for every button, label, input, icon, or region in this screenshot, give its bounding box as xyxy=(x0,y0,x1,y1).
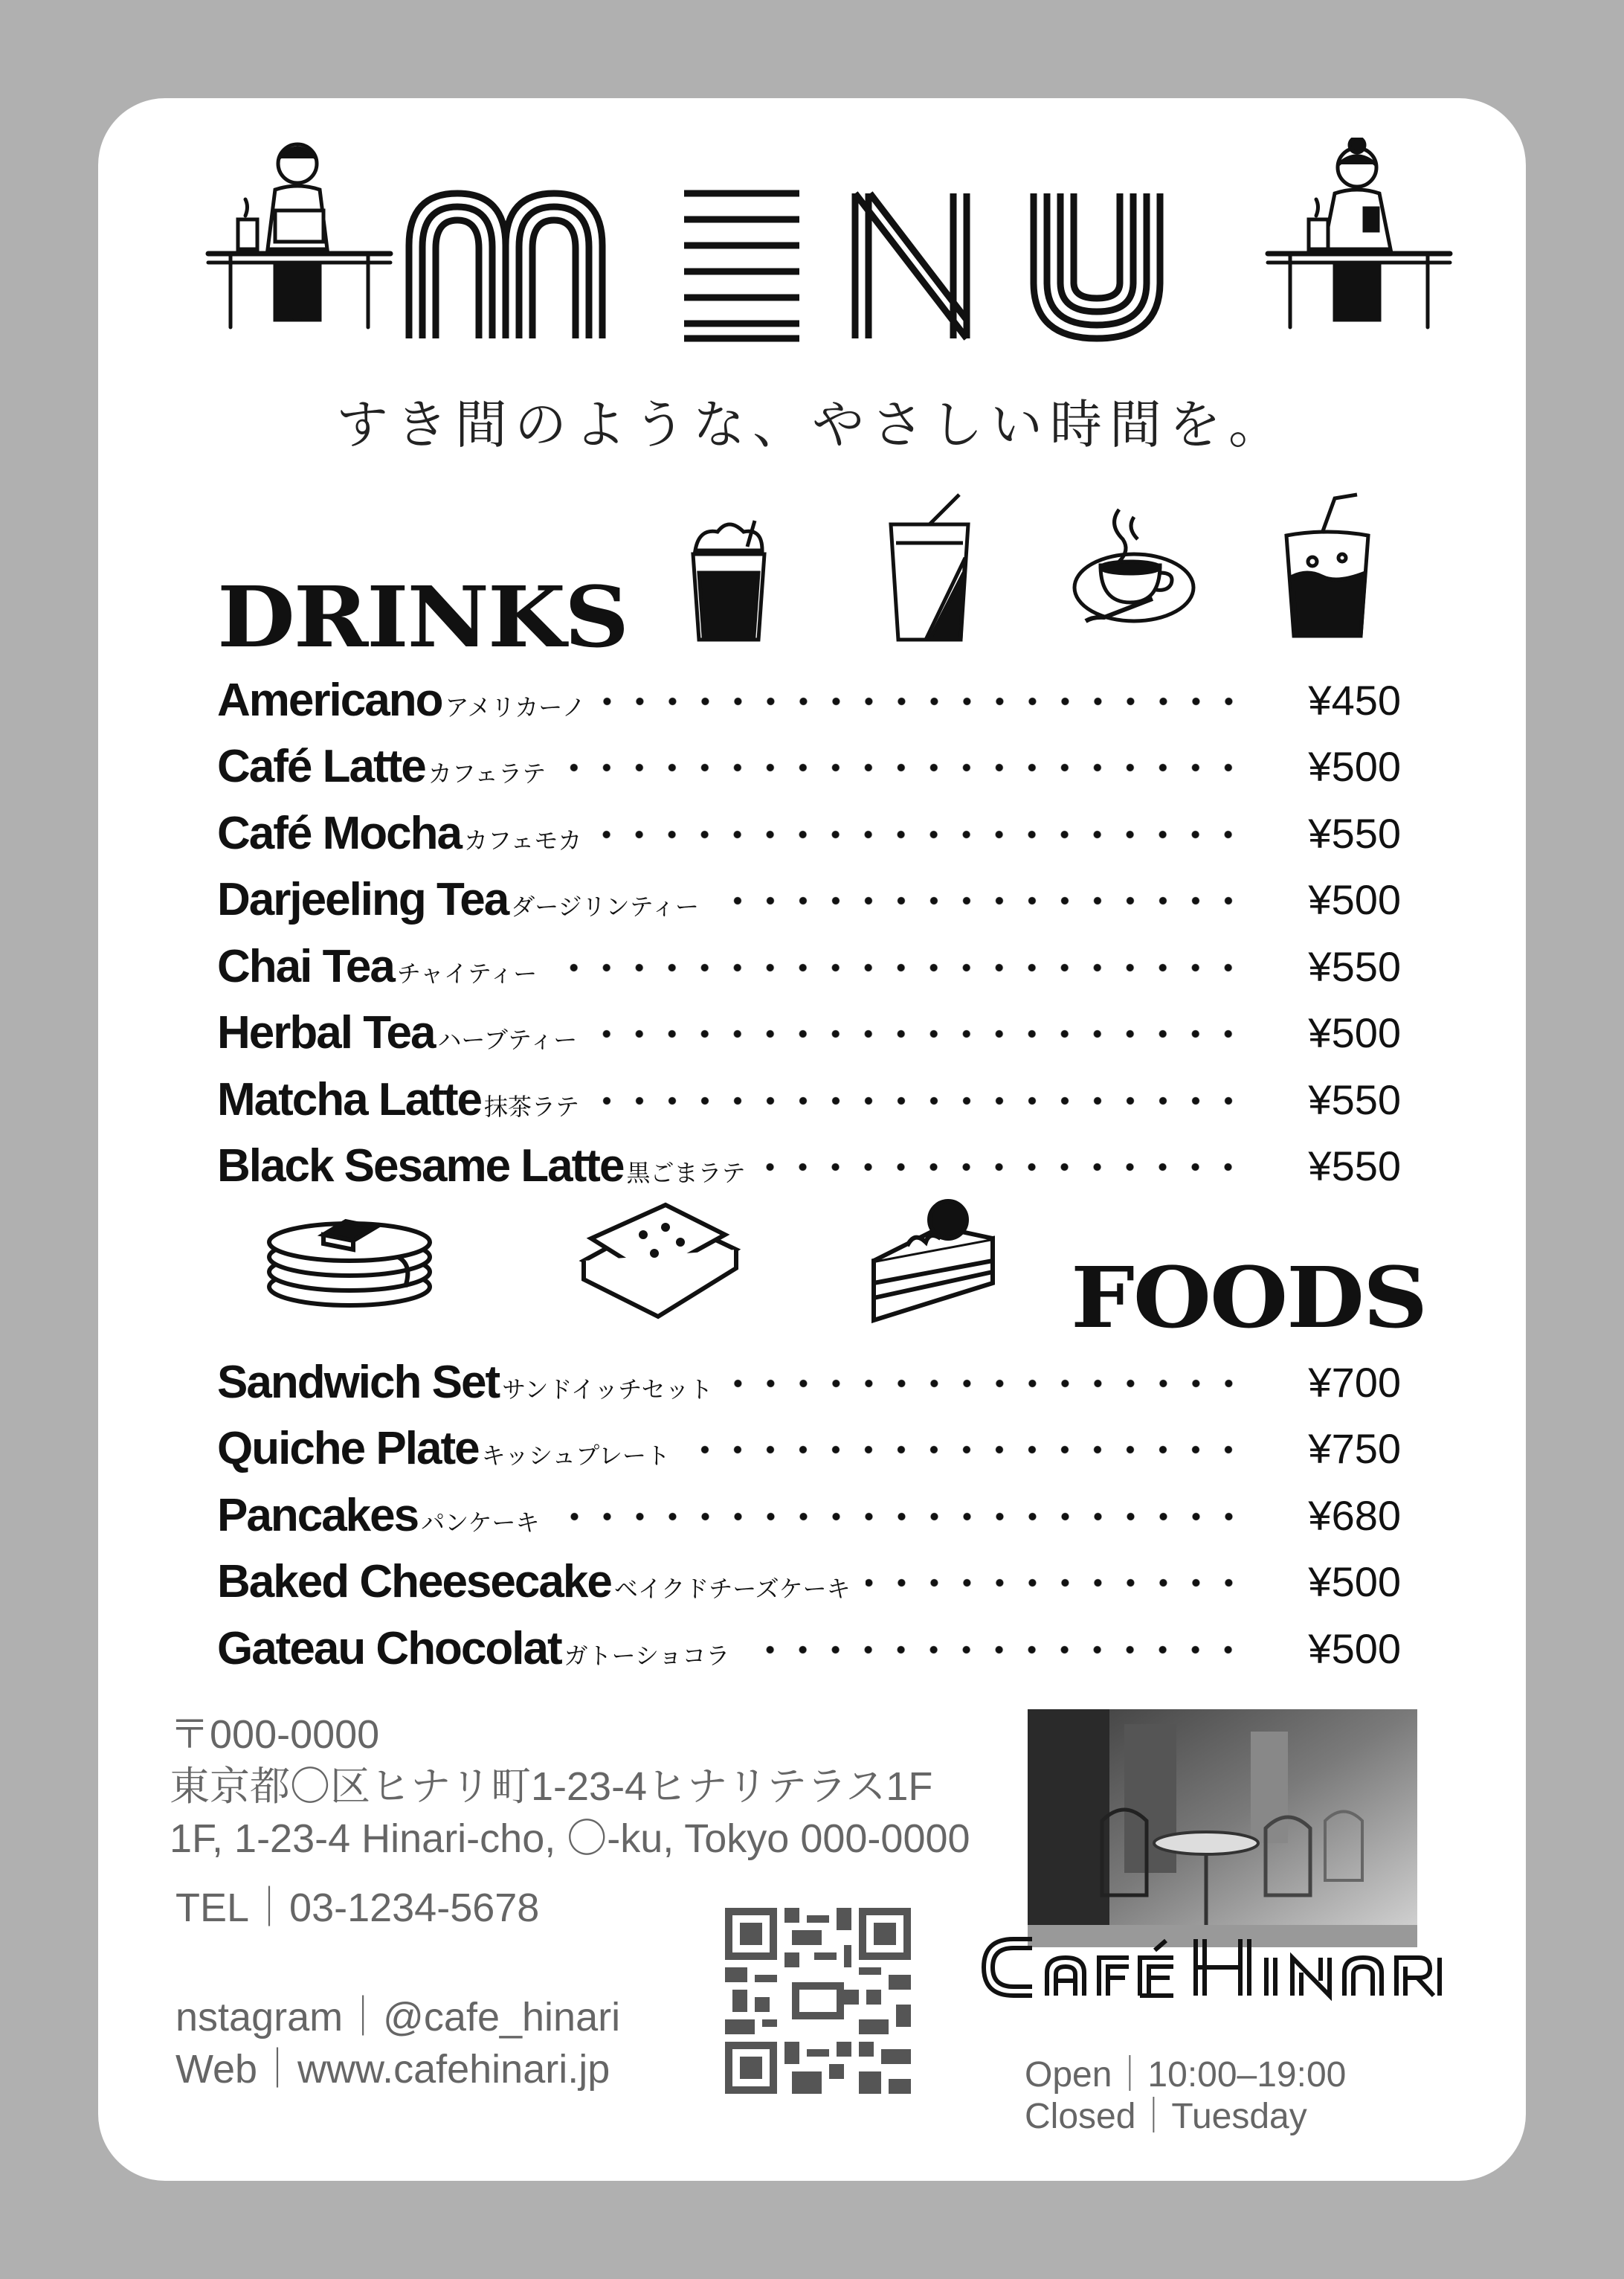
item-name-jp: ガトーショコラ xyxy=(564,1641,730,1670)
tagline: すき間のような、やさしい時間を。 xyxy=(336,394,1288,455)
item-price: ¥500 xyxy=(1308,1009,1401,1056)
item-price: ¥500 xyxy=(1308,1624,1401,1672)
hot-coffee-icon xyxy=(1071,502,1197,636)
menu-item-black-sesame-latte xyxy=(217,1123,1407,1190)
item-name: Matcha Latte xyxy=(217,1073,481,1125)
dot-leader xyxy=(685,1427,1245,1472)
menu-item-quiche-plate xyxy=(217,1406,1407,1473)
postal-code: 〒000-0000 xyxy=(170,1712,380,1757)
sandwich-icon xyxy=(569,1194,747,1328)
item-name-jp: カフェモカ xyxy=(463,826,582,855)
address-en: 1F, 1-23-4 Hinari-cho, 〇-ku, Tokyo 000-0000 xyxy=(170,1816,970,1861)
person-phone-icon xyxy=(1264,138,1457,331)
menu-item-cafe-mocha xyxy=(217,790,1407,857)
item-name: Sandwich Set xyxy=(217,1356,500,1408)
dot-leader xyxy=(596,812,1245,857)
menu-item-sandwich-set xyxy=(217,1339,1407,1406)
dot-leader xyxy=(866,1560,1245,1605)
pancake-icon xyxy=(264,1205,442,1309)
item-name: Herbal Tea xyxy=(217,1007,435,1058)
dot-leader xyxy=(728,1361,1245,1406)
item-name: Café Latte xyxy=(217,741,425,792)
menu-item-darjeeling-tea xyxy=(217,857,1407,924)
dot-leader xyxy=(552,945,1245,990)
menu-item-matcha-latte xyxy=(217,1056,1407,1123)
cafe-hinari-logo xyxy=(980,1932,1444,2002)
menu-item-herbal-tea xyxy=(217,990,1407,1057)
drinks-list xyxy=(217,657,1407,1192)
item-name-jp: ダージリンティー xyxy=(511,893,700,921)
dot-leader xyxy=(594,1079,1245,1123)
iced-drink-icon xyxy=(885,491,974,647)
menu-item-americano xyxy=(217,657,1407,724)
address-block xyxy=(170,1709,970,1865)
item-price: ¥680 xyxy=(1308,1491,1401,1539)
item-name: Café Mocha xyxy=(217,807,461,859)
foods-list xyxy=(217,1339,1407,1672)
dot-leader xyxy=(592,1012,1245,1056)
dot-leader xyxy=(601,679,1245,724)
item-name-jp: アメリカーノ xyxy=(445,692,586,721)
cafe-terrace-photo xyxy=(1028,1709,1417,1947)
person-laptop-icon xyxy=(204,138,398,331)
item-name: Darjeeling Tea xyxy=(217,874,509,925)
item-name: Quiche Plate xyxy=(217,1423,479,1474)
item-price: ¥550 xyxy=(1308,1076,1401,1123)
item-price: ¥450 xyxy=(1308,676,1401,724)
web-link[interactable]: Web｜www.cafehinari.jp xyxy=(175,2047,610,2092)
item-name: Americano xyxy=(217,674,442,726)
item-name-jp: パンケーキ xyxy=(421,1508,540,1537)
foods-title: FOODS xyxy=(1071,1250,1427,1347)
item-price: ¥700 xyxy=(1308,1358,1401,1406)
dot-leader xyxy=(555,1494,1246,1539)
frappe-icon xyxy=(684,513,773,647)
menu-item-chai-tea xyxy=(217,923,1407,990)
instagram-link[interactable]: nstagram｜@cafe_hinari xyxy=(175,1995,621,2039)
item-name-jp: カフェラテ xyxy=(428,759,547,788)
menu-item-pancakes xyxy=(217,1472,1407,1539)
item-name: Gateau Chocolat xyxy=(217,1622,561,1674)
item-price: ¥500 xyxy=(1308,743,1401,790)
item-price: ¥550 xyxy=(1308,809,1401,857)
hours-block xyxy=(1025,2054,1346,2138)
menu-title-logo xyxy=(402,186,1234,342)
item-price: ¥550 xyxy=(1308,1142,1401,1189)
item-price: ¥500 xyxy=(1308,1558,1401,1605)
dot-leader xyxy=(714,878,1245,923)
drinks-title: DRINKS xyxy=(217,569,628,666)
dot-leader xyxy=(744,1627,1245,1672)
item-name: Chai Tea xyxy=(217,940,394,992)
item-name-jp: 抹茶ラテ xyxy=(483,1092,579,1121)
address-jp: 東京都〇区ヒナリ町1-23-4ヒナリテラス1F xyxy=(170,1764,933,1809)
social-block xyxy=(175,1991,620,2095)
dot-leader xyxy=(760,1145,1245,1189)
menu-item-cafe-latte xyxy=(217,724,1407,791)
item-price: ¥750 xyxy=(1308,1425,1401,1472)
cafe-photo-image xyxy=(1028,1709,1417,1947)
item-name-jp: ハーブティー xyxy=(437,1026,578,1054)
item-name-jp: チャイティー xyxy=(396,959,538,988)
qr-code-icon[interactable] xyxy=(725,1908,911,2094)
menu-item-gateau-chocolat xyxy=(217,1605,1407,1672)
item-name: Baked Cheesecake xyxy=(217,1556,611,1607)
item-price: ¥550 xyxy=(1308,942,1401,990)
item-name-jp: ベイクドチーズケーキ xyxy=(613,1575,851,1603)
item-name-jp: サンドイッチセット xyxy=(502,1375,713,1404)
cake-icon xyxy=(866,1194,1008,1328)
iced-tea-icon xyxy=(1279,487,1376,643)
dot-leader xyxy=(561,745,1245,790)
tel: TEL｜03-1234-5678 xyxy=(175,1886,540,1930)
closed-day: Closed｜Tuesday xyxy=(1025,2097,1307,2136)
item-name: Pancakes xyxy=(217,1489,419,1541)
item-name-jp: キッシュプレート xyxy=(481,1441,671,1470)
item-name: Black Sesame Latte xyxy=(217,1140,624,1192)
menu-item-baked-cheesecake xyxy=(217,1539,1407,1606)
open-hours: Open｜10:00–19:00 xyxy=(1025,2055,1347,2095)
item-name-jp: 黒ごまラテ xyxy=(626,1159,746,1187)
item-price: ¥500 xyxy=(1308,876,1401,923)
